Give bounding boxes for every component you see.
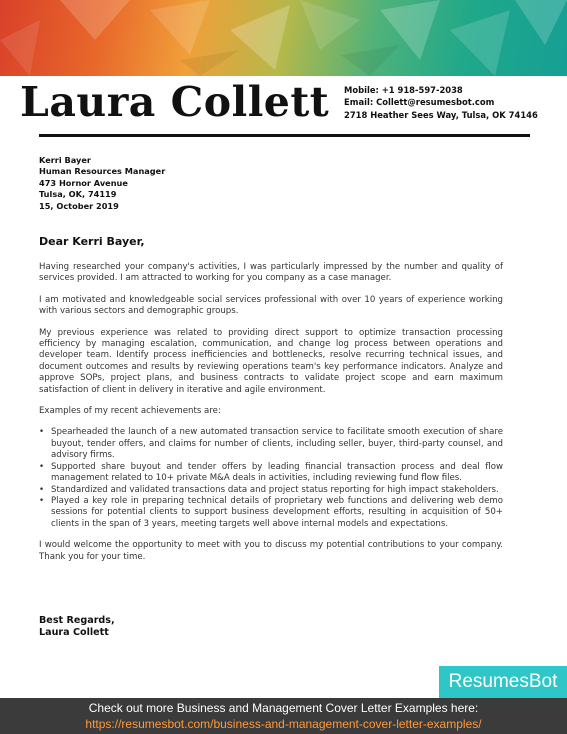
letter-date: 15, October 2019: [39, 200, 119, 211]
resumesbot-logo[interactable]: ResumesBot: [439, 666, 567, 698]
signoff: Best Regards,: [39, 615, 115, 626]
contact-info: [344, 84, 538, 121]
signoff-block: [39, 615, 115, 639]
achievement-item: • Supported share buyout and tender offers by leading financial transaction process and deal flow management related to 10+ private M&A deals in activities, including reviewing fund flow files.: [51, 462, 503, 485]
contact-mobile: Mobile: +1 918-597-2038: [344, 85, 463, 95]
recipient-name: Kerri Bayer: [39, 155, 91, 165]
contact-address: 2718 Heather Sees Way, Tulsa, OK 74146: [344, 109, 538, 120]
header-banner: [0, 0, 567, 76]
header-divider: [39, 134, 530, 137]
paragraph-closing: I would welcome the opportunity to meet with you to discuss my potential contributions to your company. Thank you for your time.: [39, 540, 503, 562]
recipient-title: Human Resources Manager: [39, 166, 166, 177]
footer-link[interactable]: https://resumesbot.com/business-and-management-cover-letter-examples/: [85, 717, 482, 731]
achievements-list: [39, 427, 503, 530]
footer-banner: [0, 698, 567, 734]
paragraph-previous-experience: My previous experience was related to providing direct support to optimize transaction processing efficiency by managing escalation, communication, and change log process between operations and developer team. Identify process inefficiencies and bottlenecks, resolve recurring technical issues, and document outcomes and results by reviewing operations team's key performance indicators. Analyze and approve SOPs, project plans, and business contracts to validate project scope and earn maximum satisfaction of client in delivery in iterative and agile environment.: [39, 327, 503, 395]
paragraph-intro: Having researched your company's activities, I was particularly impressed by the number and quality of services provided. I am attracted to working for you company as a case manager.: [39, 262, 503, 284]
triangle-pattern: [0, 0, 567, 76]
recipient-city: Tulsa, OK, 74119: [39, 189, 117, 200]
paragraph-achievements-intro: Examples of my recent achievements are:: [39, 406, 221, 417]
letter-body: [39, 262, 503, 573]
achievement-item: • Spearheaded the launch of a new automated transaction service to facilitate smooth execution of share buyout, tender offers, and claims for number of clients, including seller, buyer, third-party counsel, and advisory firms.: [51, 427, 503, 461]
recipient-block: [39, 155, 165, 212]
recipient-street: 473 Hornor Avenue: [39, 177, 128, 188]
paragraph-experience-summary: I am motivated and knowledgeable social services professional with over 10 years of experience working with various sectors and demographic groups.: [39, 294, 503, 317]
applicant-name: Laura Collett: [20, 78, 330, 126]
contact-email: Email: Collett@resumesbot.com: [344, 97, 495, 108]
footer-text: Check out more Business and Management Cover Letter Examples here:: [88, 701, 479, 715]
signature: Laura Collett: [39, 627, 109, 638]
salutation: Dear Kerri Bayer,: [39, 235, 145, 248]
achievement-item: • Played a key role in preparing technical details of proprietary web functions and delivering web demo sessions for potential clients to support business development efforts, resulting in acquisition of 50+ clients in the span of 3 years, meeting targets well above internal models and expectations.: [51, 496, 503, 530]
achievement-item: • Standardized and validated transactions data and project status reporting for high impact stakeholders.: [51, 485, 503, 496]
